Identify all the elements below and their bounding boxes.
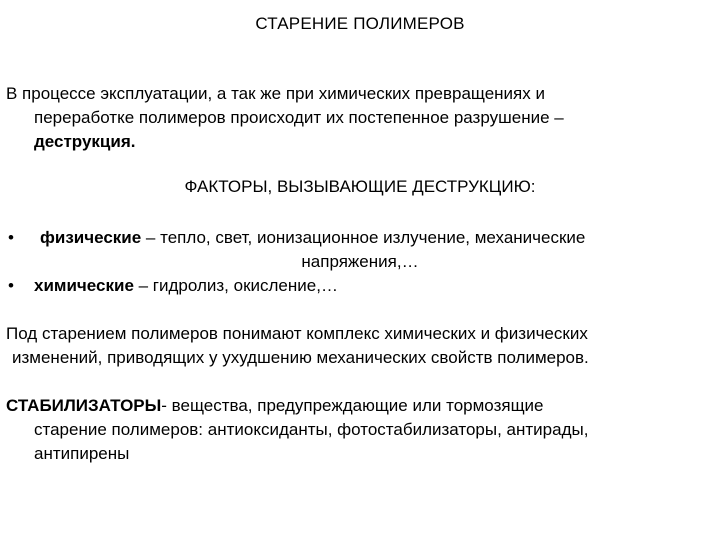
intro-paragraph [6, 82, 706, 154]
intro-line-1: В процессе эксплуатации, а так же при химических превращениях и [6, 84, 545, 103]
aging-line-2: изменений, приводящих у ухудшению механических свойств полимеров. [12, 348, 589, 367]
factors-heading: ФАКТОРЫ, ВЫЗЫВАЮЩИЕ ДЕСТРУКЦИЮ: [184, 177, 536, 196]
intro-line-2: переработке полимеров происходит их постепенное разрушение – [34, 108, 564, 127]
factor-description: – гидролиз, окисление,… [133, 276, 338, 295]
factor-continuation: напряжения,… [301, 252, 419, 271]
bullet-icon: • [8, 276, 14, 295]
bullet-icon: • [8, 228, 14, 247]
slide-title: СТАРЕНИЕ ПОЛИМЕРОВ [255, 14, 465, 33]
stabilizers-paragraph [6, 394, 706, 466]
stabilizers-line-2: старение полимеров: антиоксиданты, фотостабилизаторы, антирады, [34, 420, 589, 439]
stabilizers-line-1: - вещества, предупреждающие или тормозящие [161, 396, 544, 415]
aging-line-1: Под старением полимеров понимают комплекс химических и физических [6, 324, 588, 343]
stabilizers-term: СТАБИЛИЗАТОРЫ [6, 396, 162, 415]
factor-term: физические [40, 228, 142, 247]
factor-text [40, 226, 700, 274]
factor-description: – тепло, свет, ионизационное излучение, механические [141, 228, 586, 247]
stabilizers-line-3: антипирены [34, 444, 130, 463]
intro-term: деструкция. [34, 132, 136, 151]
aging-paragraph [6, 322, 706, 370]
intro-term-line [6, 130, 706, 154]
factor-text [34, 274, 694, 298]
factor-term: химические [34, 276, 134, 295]
